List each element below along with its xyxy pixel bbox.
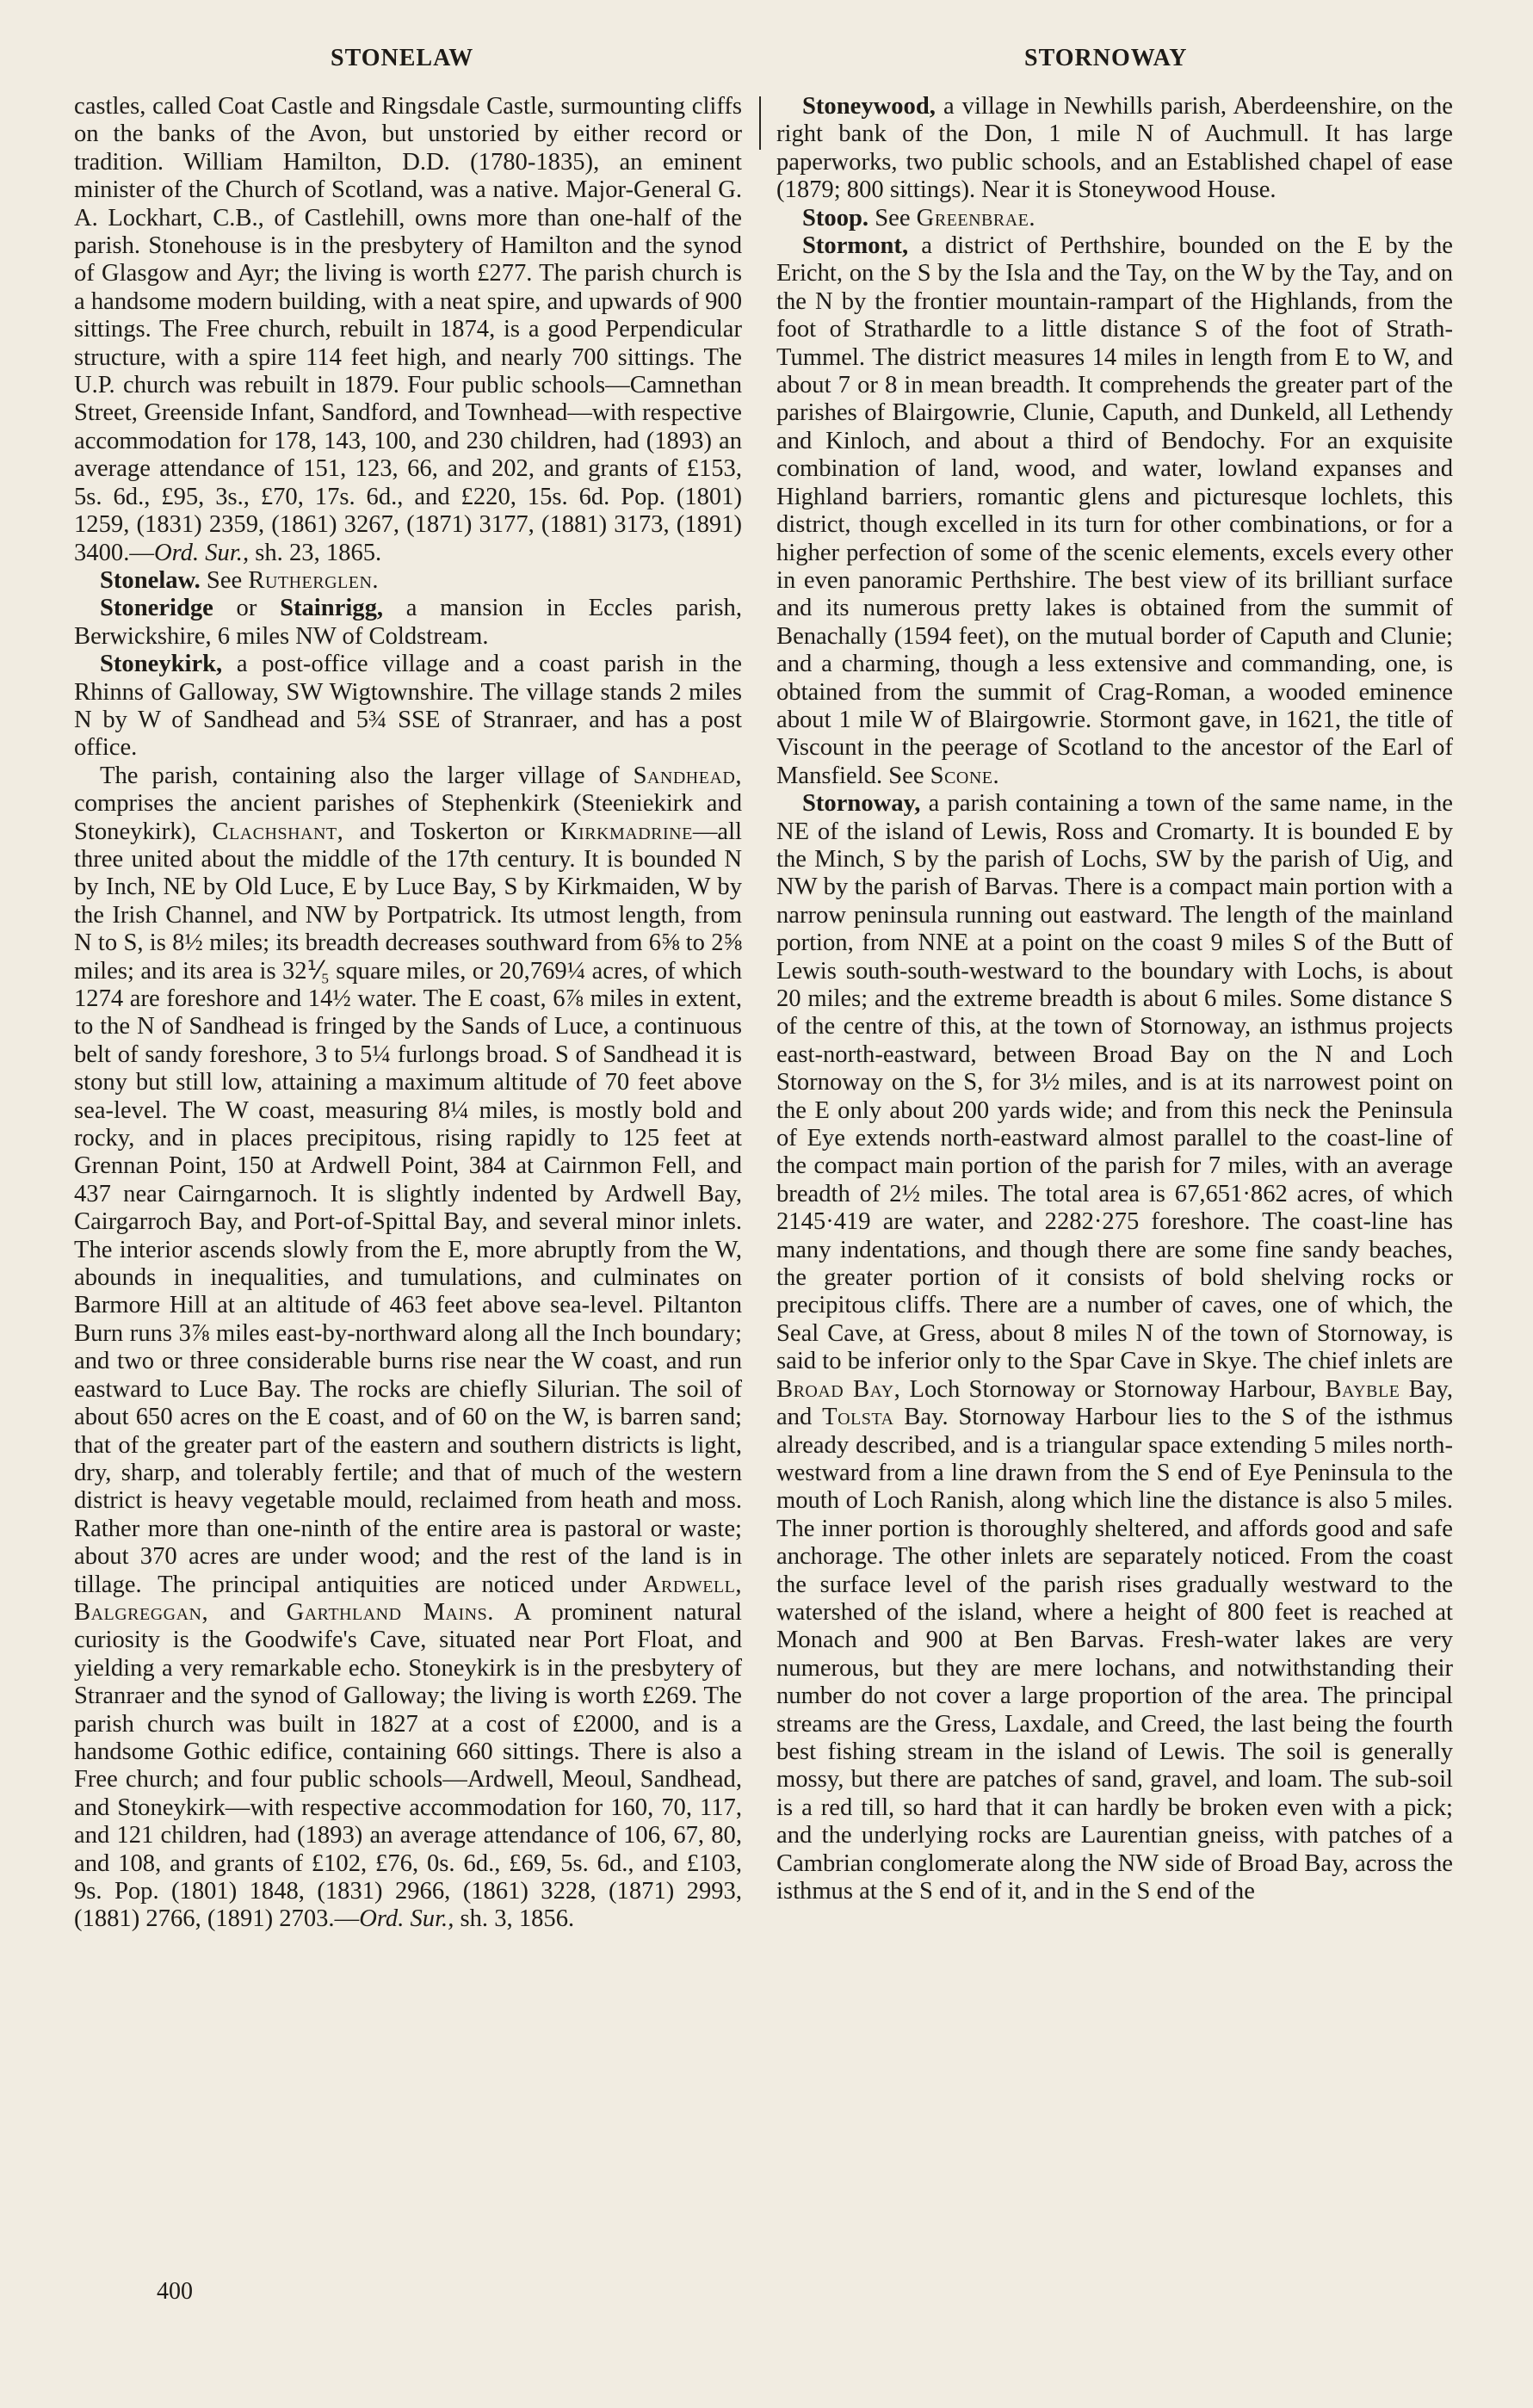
entry-stornoway: Stornoway, a parish containing a town of the same name, in the NE of the island of Lewis, Ross and Cromarty. It is bounded E by the Minch, S by the parish of Lochs, SW by the parish of Uig, and NW by the parish of Barvas. There is a compact main portion with a narrow peninsula running out eastward. The length of the mainland portion, from NNE at a point on the coast 9 miles S of the Butt of Lewis south-south-westward to the boundary with Lochs, is about 20 miles; and the extreme breadth is about 6 miles. Some distance S of the centre of this, at the town of Stornoway, an isthmus projects east-north-eastward, between Broad Bay on the N and Loch Stornoway on the S, for 3½ miles, and is at its narrowest point on the E only about 200 yards wide; and from this neck the Peninsula of Eye extends north-eastward almost parallel to the coast-line of the compact main portion of the parish for 7 miles, with an average breadth of 2½ miles. The total area is 67,651·862 acres, of which 2145·419 are water, and 2282·275 foreshore. The coast-line has many indentations, and though there are some fine sandy beaches, the greater portion of it consists of bold shelving rocks or precipitous cliffs. There are a number of caves, one of which, the Seal Cave, at Gress, about 8 miles N of the town of Stornoway, is said to be inferior only to the Spar Cave in Skye. The chief inlets are Broad Bay, Loch Stornoway or Stornoway Harbour, Bayble Bay, and Tolsta Bay. Stornoway Harbour lies to the S of the isthmus already described, and is a triangular space extending 5 miles north-westward from a line drawn from the S end of Eye Peninsula to the mouth of Loch Ranish, along which line the distance is also 5 miles. The inner portion is thoroughly sheltered, and affords good and safe anchorage. The other inlets are separately noticed. From the coast the surface level of the parish rises gradually westward to the watershed of the island, where a height of 800 feet is reached at Monach and 900 at Ben Barvas. Fresh-water lakes are very numerous, but they are mere lochans, and notwithstanding their number do not cover a large proportion of the area. The principal streams are the Gress, Laxdale, and Creed, the last being the fourth best fishing stream in the island of Lewis. The soil is generally mossy, but there are patches of sand, gravel, and loam. The sub-soil is a red till, so hard that it can hardly be broken even with a pick; and the underlying rocks are Laurentian gneiss, with patches of a Cambrian conglomerate along the NW side of Broad Bay, across the isthmus at the S end of it, and in the S end of the — [776, 790, 1453, 1905]
entry-stoneykirk: Stoneykirk, a post-office village and a coast parish in the Rhinns of Galloway, SW Wigtownshire. The village stands 2 miles N by W of Sandhead and 5¾ SSE of Stranraer, and has a post office. — [74, 651, 742, 762]
cross-reference: Greenbrae. — [916, 204, 1036, 232]
left-column — [74, 93, 742, 1934]
paragraph-stonehouse-continued: castles, called Coat Castle and Ringsdale Castle, surmounting cliffs on the banks of the Avon, but unstoried by either record or tradition. William Hamilton, D.D. (1780-1835), an eminent minister of the Church of Scotland, was a native. Major-General G. A. Lockhart, C.B., of Castlehill, owns more than one-half of the parish. Stonehouse is in the presbytery of Hamilton and the synod of Glasgow and Ayr; the living is worth £277. The parish church is a handsome modern building, with a neat spire, and upwards of 900 sittings. The Free church, rebuilt in 1874, is a good Perpendicular structure, with a spire 114 feet high, and nearly 700 sittings. The U.P. church was rebuilt in 1879. Four public schools—Camnethan Street, Greenside Infant, Sandford, and Townhead—with respective accommodation for 178, 143, 100, and 230 children, had (1893) an average attendance of 151, 123, 66, and 202, and grants of £153, 5s. 6d., £95, 3s., £70, 17s. 6d., and £220, 15s. 6d. Pop. (1801) 1259, (1831) 2359, (1861) 3267, (1871) 3177, (1881) 3173, (1891) 3400.—Ord. Sur., sh. 23, 1865. — [74, 93, 742, 566]
entry-stormont: Stormont, a district of Perthshire, bounded on the E by the Ericht, on the S by the Isla and the Tay, on the W by the Tay, and on the N by the frontier mountain-rampart of the Highlands, from the foot of Strathardle to a little distance S of the foot of Strath-Tummel. The district measures 14 miles in length from E to W, and about 7 or 8 in mean breadth. It comprehends the greater part of the parishes of Blairgowrie, Clunie, Caputh, and Dunkeld, all Lethendy and Kinloch, and about a third of Bendochy. For an exquisite combination of land, wood, and water, lowland expanses and Highland barriers, romantic glens and picturesque lochlets, this district, though excelled in its turn for other combinations, or for a higher perfection of some of the scenic elements, excels every other in even panoramic Perthshire. The best view of its brilliant surface and its numerous pretty lakes is obtained from the summit of Benachally (1594 feet), on the mutual border of Caputh and Clunie; and a charming, though a less extensive and commanding, one, is obtained from the summit of Crag-Roman, a wooded eminence about 1 mile W of Blairgowrie. Stormont gave, in 1621, the title of Viscount in the peerage of Scotland to the ancestor of the Earl of Mansfield. See Scone. — [776, 232, 1453, 789]
running-header-left: STONELAW — [331, 45, 474, 71]
entry-stoneywood: Stoneywood, a village in Newhills parish, Aberdeenshire, on the right bank of the Don, 1 mile N of Auchmull. It has large paperworks, two public schools, and an Established chapel of ease (1879; 800 sittings). Near it is Stoneywood House. — [776, 93, 1453, 204]
entry-stoneridge: Stoneridge or Stainrigg, a mansion in Eccles parish, Berwickshire, 6 miles NW of Coldstream. — [74, 595, 742, 650]
running-header-right: STORNOWAY — [1024, 45, 1188, 71]
page-number: 400 — [157, 2278, 193, 2305]
entry-stonelaw: Stonelaw. See Rutherglen. — [100, 566, 380, 594]
cross-reference: Scone. — [930, 762, 1000, 789]
entry-stoop: Stoop. See Greenbrae. — [802, 204, 1036, 232]
column-rule — [759, 96, 761, 150]
cross-reference: Rutherglen. — [248, 566, 380, 594]
right-column — [776, 93, 1453, 1905]
paragraph-stoneykirk-parish: The parish, containing also the larger village of Sandhead, comprises the ancient parishes of Stephenkirk (Steeniekirk and Stoneykirk), Clachshant, and Toskerton or Kirkmadrine—all three united about the middle of the 17th century. It is bounded N by Inch, NE by Old Luce, E by Luce Bay, S by Kirkmaiden, W by the Irish Channel, and NW by Portpatrick. Its utmost length, from N to S, is 8½ miles; its breadth decreases southward from 6⅝ to 2⅝ miles; and its area is 32⅟₅ square miles, or 20,769¼ acres, of which 1274 are foreshore and 14½ water. The E coast, 6⅞ miles in extent, to the N of Sandhead is fringed by the Sands of Luce, a continuous belt of sandy foreshore, 3 to 5¼ furlongs broad. S of Sandhead it is stony but still low, attaining a maximum altitude of 70 feet above sea-level. The W coast, measuring 8¼ miles, is mostly bold and rocky, and in places precipitous, rising rapidly to 125 feet at Grennan Point, 150 at Ardwell Point, 384 at Cairnmon Fell, and 437 near Cairngarnoch. It is slightly indented by Ardwell Bay, Cairgarroch Bay, and Port-of-Spittal Bay, and several minor inlets. The interior ascends slowly from the E, more abruptly from the W, abounds in inequalities, and tumulations, and culminates on Barmore Hill at an altitude of 463 feet above sea-level. Piltanton Burn runs 3⅞ miles east-by-northward along all the Inch boundary; and two or three considerable burns rise near the W coast, and run eastward to Luce Bay. The rocks are chiefly Silurian. The soil of about 650 acres on the E coast, and of 60 on the W, is barren sand; that of the greater part of the eastern and southern districts is light, dry, sharp, and tolerably fertile; and that of much of the western district is heavy vegetable mould, reclaimed from heath and moss. Rather more than one-ninth of the entire area is pastoral or waste; about 370 acres are under wood; and the rest of the land is in tillage. The principal antiquities are noticed under Ardwell, Balgreggan, and Garthland Mains. A prominent natural curiosity is the Goodwife's Cave, situated near Port Float, and yielding a very remarkable echo. Stoneykirk is in the presbytery of Stranraer and the synod of Galloway; the living is worth £269. The parish church was built in 1827 at a cost of £2000, and is a handsome Gothic edifice, containing 660 sittings. There is also a Free church; and four public schools—Ardwell, Meoul, Sandhead, and Stoneykirk—with respective accommodation for 160, 70, 117, and 121 children, had (1893) an average attendance of 106, 67, 80, and 108, and grants of £102, £76, 0s. 6d., £69, 5s. 6d., and £103, 9s. Pop. (1801) 1848, (1831) 2966, (1861) 3228, (1871) 2993, (1881) 2766, (1891) 2703.—Ord. Sur., sh. 3, 1856. — [74, 762, 743, 1933]
